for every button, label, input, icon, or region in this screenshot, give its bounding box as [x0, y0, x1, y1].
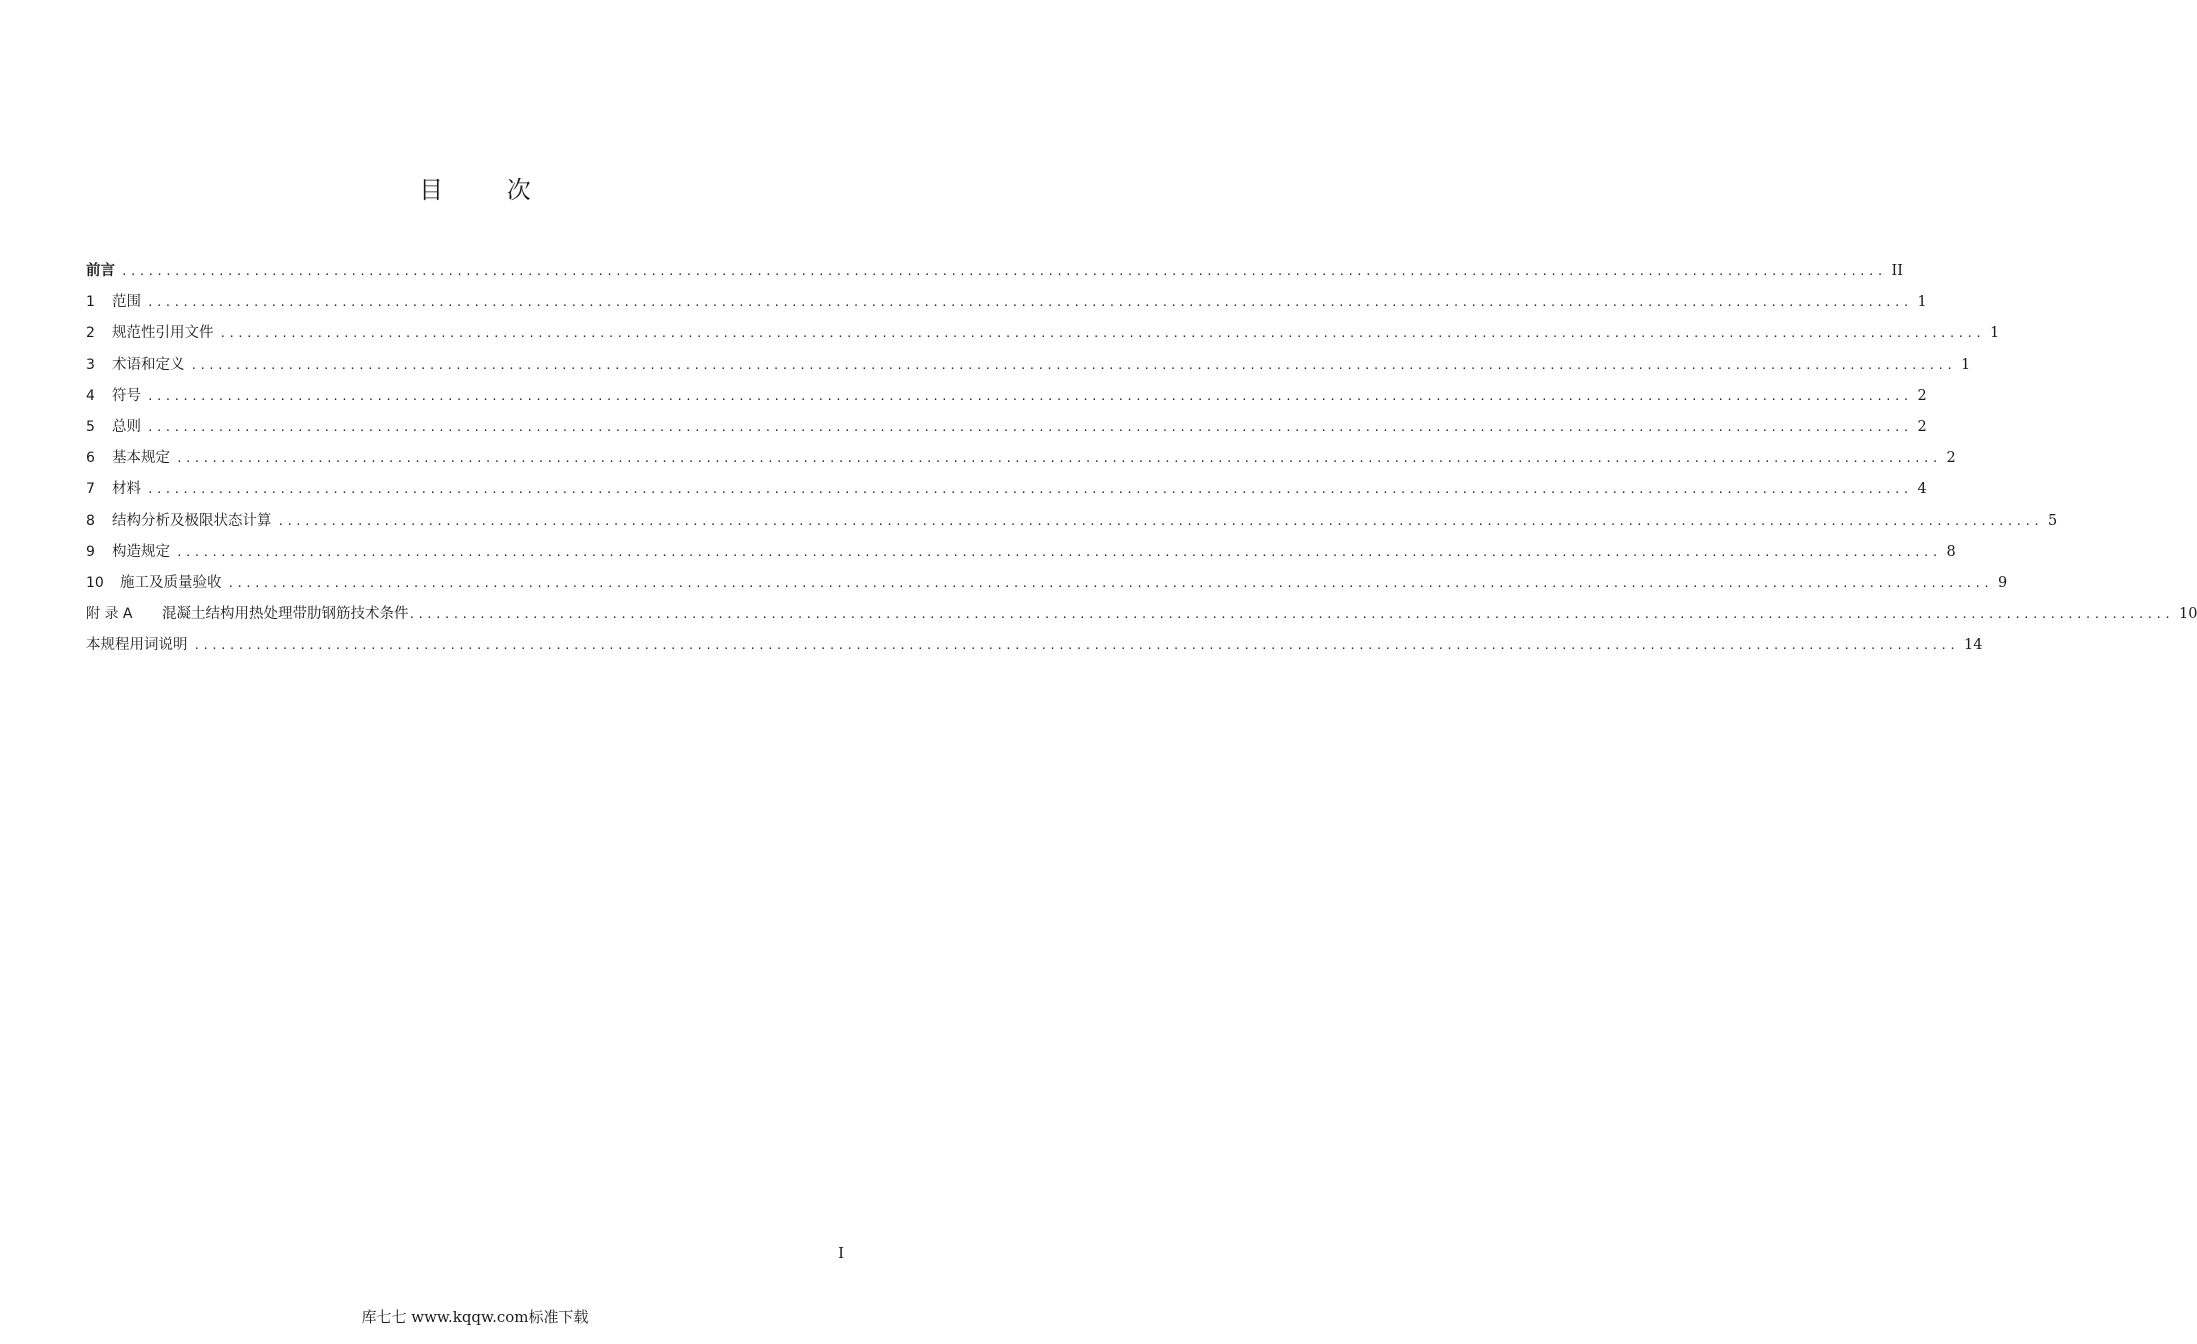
toc-entry-title: 混凝土结构用热处理带肋钢筋技术条件 — [162, 606, 409, 623]
toc-entry-title: 结构分析及极限状态计算 — [112, 512, 272, 529]
footer-watermark: 库七七 www.kqqw.com标准下载 — [361, 1308, 589, 1326]
toc-entry-number: 附 录 A — [86, 606, 133, 623]
toc-dot-leader: ........................................................................................................................................................................................................ — [277, 514, 2043, 528]
toc-entry-wording[interactable] — [86, 630, 1983, 661]
toc-entry-title: 施工及质量验收 — [120, 574, 222, 591]
toc-dot-leader: ........................................................................................................................................................................................................ — [176, 452, 1941, 466]
toc-entry-title: 规范性引用文件 — [112, 325, 214, 342]
page-number: I — [838, 1244, 844, 1262]
toc-entry-structural-analysis[interactable] — [86, 506, 2058, 537]
toc-entry-page: 1 — [1917, 294, 1927, 311]
toc-entry-number: 8 — [86, 512, 95, 529]
toc-entry-page: 10 — [2179, 606, 2197, 623]
toc-dot-leader: ........................................................................................................................................................................................................ — [121, 265, 1886, 278]
toc-entry-scope[interactable] — [86, 287, 1927, 318]
toc-entry-page: 2 — [1917, 387, 1927, 404]
toc-entry-number: 7 — [86, 481, 95, 498]
toc-entry-materials[interactable] — [86, 474, 1927, 505]
toc-entry-page: II — [1891, 263, 1903, 279]
toc-entry-page: 5 — [2048, 512, 2058, 529]
toc-entry-number: 1 — [86, 294, 95, 311]
toc-entry-title: 术语和定义 — [112, 356, 185, 373]
toc-entry-appendix-a[interactable] — [86, 599, 2197, 630]
toc-entry-number: 5 — [86, 418, 95, 435]
toc-entry-construction[interactable] — [86, 568, 2008, 599]
toc-entry-number: 2 — [86, 325, 95, 342]
page-title: 目 次 — [419, 176, 559, 204]
toc-dot-leader: ........................................................................................................................................................................................................ — [227, 576, 1993, 590]
toc-dot-leader: ........................................................................................................................................................................................................ — [147, 483, 1912, 497]
toc-entry-title: 本规程用词说明 — [86, 637, 188, 654]
toc-entry-title: 范围 — [112, 294, 141, 311]
toc-entry-title: 前言 — [86, 263, 115, 279]
toc-entry-title: 基本规定 — [112, 450, 170, 467]
toc-entry-page: 14 — [1964, 637, 1983, 654]
toc-entry-page: 9 — [1998, 574, 2008, 591]
toc-dot-leader: ........................................................................................................................................................................................................ — [219, 327, 1985, 341]
toc-entry-page: 1 — [1990, 325, 2000, 342]
toc-entry-page: 1 — [1961, 356, 1971, 373]
toc-entry-symbols[interactable] — [86, 381, 1927, 412]
toc-entry-title: 符号 — [112, 387, 141, 404]
toc-dot-leader: ........................................................................................................................................................................................................ — [408, 608, 2174, 622]
toc-entry-general[interactable] — [86, 412, 1927, 443]
toc-entry-title: 总则 — [112, 418, 141, 435]
toc-entry-terms[interactable] — [86, 350, 1971, 381]
toc-dot-leader: ........................................................................................................................................................................................................ — [147, 389, 1912, 403]
toc-entry-number: 4 — [86, 387, 95, 404]
toc-entry-number: 3 — [86, 356, 95, 373]
toc-entry-number: 6 — [86, 450, 95, 467]
toc-entry-basic-rules[interactable] — [86, 443, 1956, 474]
toc-dot-leader: ........................................................................................................................................................................................................ — [147, 296, 1912, 310]
toc-dot-leader: ........................................................................................................................................................................................................ — [193, 639, 1959, 653]
toc-entry-foreword[interactable] — [86, 256, 1903, 287]
toc-entry-number: 9 — [86, 543, 95, 560]
toc-entry-title: 构造规定 — [112, 543, 170, 560]
table-of-contents — [86, 256, 2197, 661]
toc-entry-page: 4 — [1917, 481, 1927, 498]
toc-entry-number: 10 — [86, 574, 104, 591]
toc-dot-leader: ........................................................................................................................................................................................................ — [190, 358, 1956, 372]
toc-entry-page: 2 — [1946, 450, 1956, 467]
toc-dot-leader: ........................................................................................................................................................................................................ — [176, 545, 1941, 559]
toc-dot-leader: ........................................................................................................................................................................................................ — [147, 420, 1912, 434]
toc-entry-page: 2 — [1917, 418, 1927, 435]
toc-entry-detailing[interactable] — [86, 537, 1956, 568]
toc-entry-page: 8 — [1946, 543, 1956, 560]
toc-entry-title: 材料 — [112, 481, 141, 498]
toc-entry-normative-references[interactable] — [86, 318, 2000, 349]
